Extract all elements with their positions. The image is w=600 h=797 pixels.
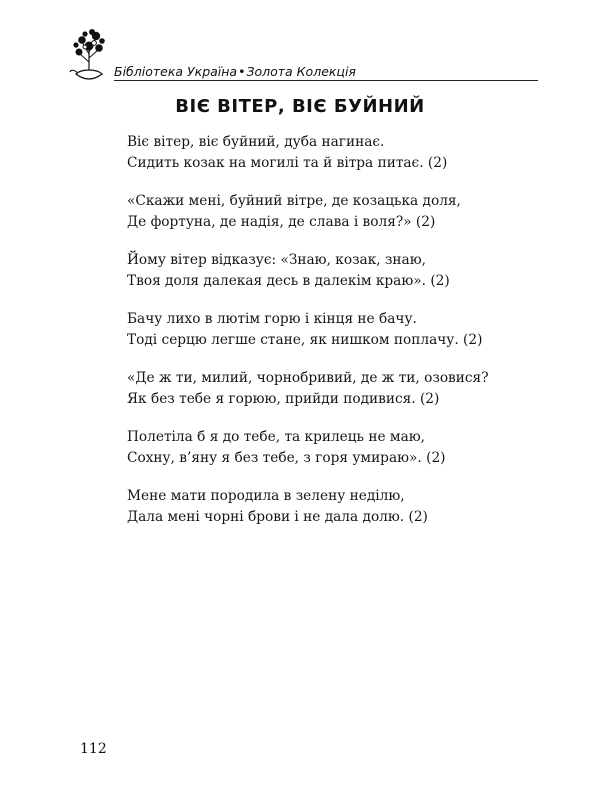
verse-line: Віє вітер, віє буйний, дуба нагинає.: [127, 134, 385, 150]
flower-vase-logo-icon: [68, 28, 110, 82]
verse-line: Дала мені чорні брови і не дала долю. (2): [127, 509, 428, 525]
series-title: [114, 64, 356, 79]
stanza: [127, 250, 567, 292]
verse-line: Твоя доля далекая десь в далекім краю». (2): [127, 273, 450, 289]
verse-line: Де фортуна, де надія, де слава і воля?» (2): [127, 214, 436, 230]
verse-line: Сохну, в’яну я без тебе, з горя умираю». (2): [127, 450, 446, 466]
stanza: [127, 191, 567, 233]
poem-body: [127, 132, 567, 545]
stanza: [127, 486, 567, 528]
series-name-left: Бібліотека Україна: [114, 64, 238, 79]
poem-title: ВІЄ ВІТЕР, ВІЄ БУЙНИЙ: [175, 96, 425, 117]
stanza: [127, 309, 567, 351]
verse-line: «Де ж ти, милий, чорнобривий, де ж ти, озовися?: [127, 370, 489, 386]
verse-line: Як без тебе я горюю, прийди подивися. (2): [127, 391, 440, 407]
verse-line: Бачу лихо в лютім горю і кінця не бачу.: [127, 311, 417, 327]
page-number: 112: [80, 741, 107, 757]
header-rule: [114, 80, 538, 81]
page-header: [68, 28, 538, 88]
stanza: [127, 368, 567, 410]
verse-line: Тоді серцю легше стане, як нишком поплачу. (2): [127, 332, 483, 348]
series-separator: •: [238, 64, 246, 79]
verse-line: Йому вітер відказує: «Знаю, козак, знаю,: [127, 252, 426, 268]
verse-line: «Скажи мені, буйний вітре, де козацька доля,: [127, 193, 461, 209]
stanza: [127, 132, 567, 174]
verse-line: Полетіла б я до тебе, та крилець не маю,: [127, 429, 426, 445]
stanza: [127, 427, 567, 469]
verse-line: Сидить козак на могилі та й вітра питає. (2): [127, 155, 448, 171]
series-name-right: Золота Колекція: [246, 64, 356, 79]
verse-line: Мене мати породила в зелену неділю,: [127, 488, 405, 504]
